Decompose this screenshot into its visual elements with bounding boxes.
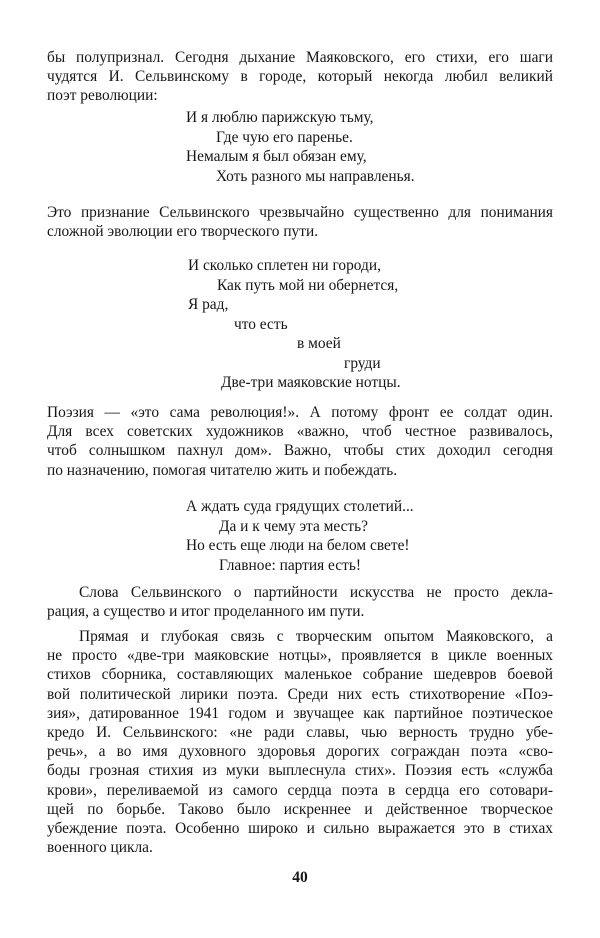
text-line: рация, а существо и итог проделанного им пути. <box>47 603 365 621</box>
verse-line: Как путь мой ни обернется, <box>217 276 399 294</box>
text-line: Прямая и глубокая связь с творческим опытом Маяковского, а <box>79 628 553 645</box>
text-line: Это признание Сельвинского чрезвычайно существенно для понимания <box>47 204 553 221</box>
verse-line: Немалым я был обязан ему, <box>186 148 367 165</box>
verse-line: А ждать суда грядущих столетий... <box>186 498 414 515</box>
text-line: не просто «две-три маяковские нотцы», проявляется в цикле военных <box>47 647 553 665</box>
verse-line: И сколько сплетен ни городи, <box>188 257 381 274</box>
paragraph-3 <box>47 403 553 480</box>
text-line: поэт революции: <box>47 87 158 105</box>
verse-line: что есть <box>234 315 288 333</box>
text-line: боды грозная стихия из муки выплеснула стих». Поэзия есть «служба <box>47 762 553 780</box>
page-number: 40 <box>292 869 308 886</box>
text-line: вой политической лирики поэта. Среди них есть стихотворение «Поэ- <box>47 685 553 703</box>
text-line: по назначению, помогая читателю жить и побеждать. <box>47 461 398 479</box>
verse-line: Главное: партия есть! <box>219 556 361 574</box>
text-line: Слова Сельвинского о партийности искусства не просто декла- <box>79 584 553 601</box>
verse-line: в моей <box>297 335 341 352</box>
verse-line: Да и к чему эта месть? <box>219 517 368 535</box>
text-line: убеждение поэта. Особенно широко и сильно выражается это в стихах <box>47 820 553 838</box>
verse-line: груди <box>344 354 381 372</box>
paragraph-1 <box>47 48 553 106</box>
verse-3 <box>186 497 414 575</box>
text-line: Поэзия — «это сама революция!». А потому фронт ее солдат один. <box>47 404 553 421</box>
text-line: речь», а во имя духовного здоровья дорогих сограждан поэта «сво- <box>47 743 553 761</box>
verse-line: Но есть еще люди на белом свете! <box>186 537 410 554</box>
verse-line: Хоть разного мы направленья. <box>216 167 415 185</box>
text-line: сложной эволюции его творческого пути. <box>47 223 319 241</box>
text-line: Для всех советских художников «важно, чтоб честное развивалось, <box>47 423 553 441</box>
text-line: крови», переливаемой из самого сердца поэта в сердца его сотовари- <box>47 781 553 799</box>
paragraph-2 <box>47 203 553 241</box>
text-line: стихов сборника, составляющих маленькое собрание шедевров боевой <box>47 666 553 684</box>
text-line: военного цикла. <box>47 839 153 857</box>
paragraph-4 <box>47 583 553 621</box>
text-line: зия», датированное 1941 годом и звучащее как партийное поэтическое <box>47 704 553 722</box>
text-line: чтоб солнышком пахнул дом». Важно, чтобы стих доходил сегодня <box>47 442 553 460</box>
verse-2 <box>188 256 401 393</box>
paragraph-5 <box>47 627 553 857</box>
text-line: бы полупризнал. Сегодня дыхание Маяковского, его стихи, его шаги <box>47 49 553 66</box>
text-line: кредо И. Сельвинского: «не ради славы, чью верность трудно убе- <box>47 724 553 742</box>
verse-line: Где чую его паренье. <box>216 128 353 146</box>
verse-line: Я рад, <box>188 296 229 313</box>
verse-line: И я люблю парижскую тьму, <box>186 109 374 126</box>
verse-line: Две-три маяковские нотцы. <box>221 374 401 391</box>
text-line: чудятся И. Сельвинскому в городе, который некогда любил великий <box>47 68 553 86</box>
text-line: щей по борьбе. Таково было искреннее и действенное творческое <box>47 800 553 818</box>
verse-1 <box>186 108 415 186</box>
